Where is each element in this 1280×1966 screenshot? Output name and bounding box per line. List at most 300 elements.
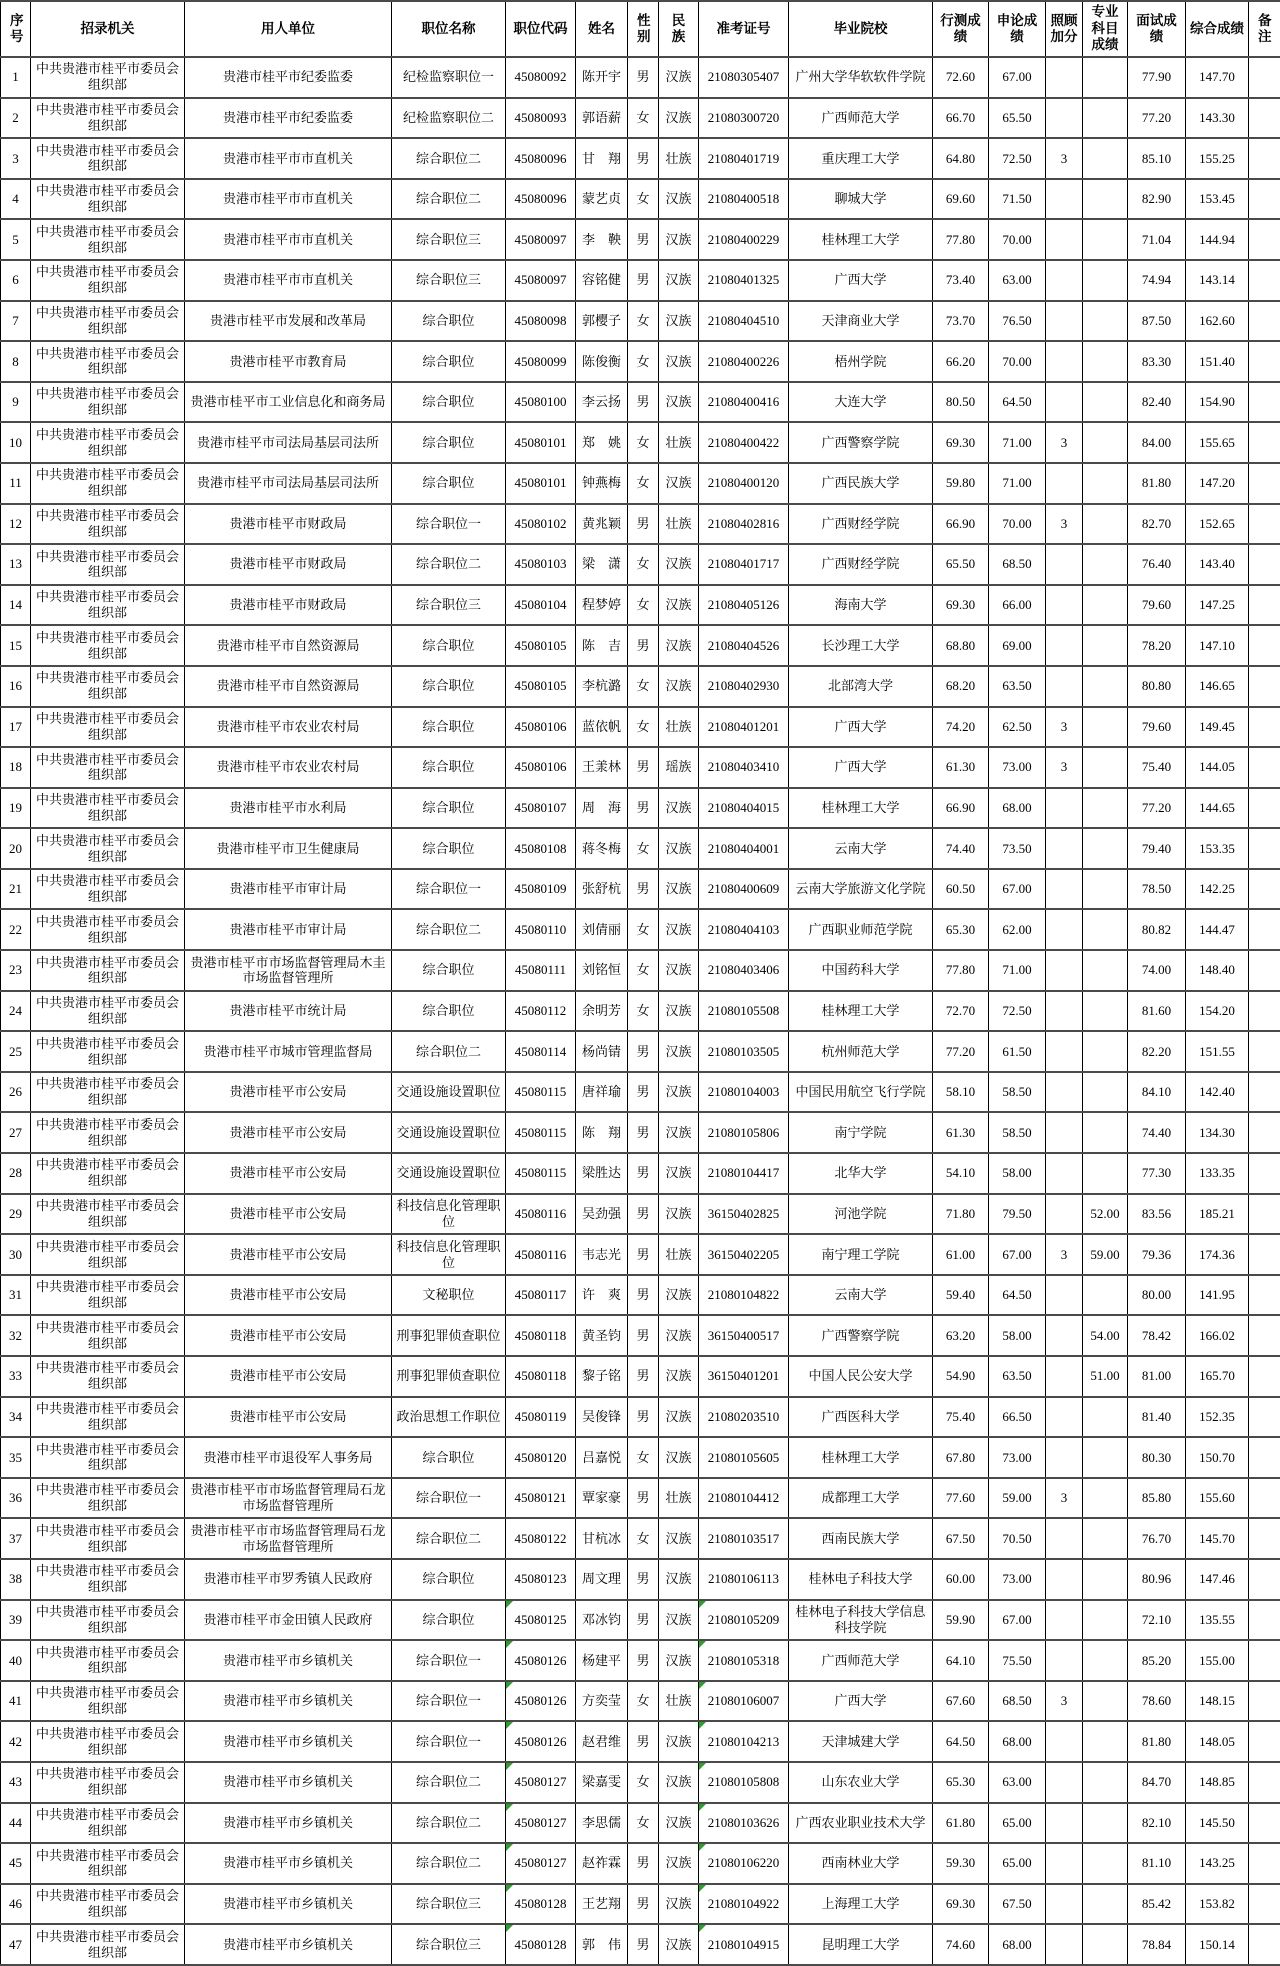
cell-score_total: 151.40 [1186,341,1249,382]
cell-score_shenlun: 75.50 [989,1640,1046,1681]
cell-name: 陈开宇 [576,57,628,98]
table-row [1,869,1280,910]
cell-name: 郭樱子 [576,301,628,342]
cell-gender: 男 [628,504,659,545]
cell-exam_no: 21080104915 [699,1924,789,1965]
cell-position: 综合职位三 [392,585,506,626]
table-row [1,625,1280,666]
cell-exam_no: 21080104412 [699,1478,789,1519]
cell-score_total: 155.65 [1186,422,1249,463]
cell-no: 30 [1,1234,31,1275]
table-body [1,57,1280,1965]
cell-gender: 女 [628,1681,659,1722]
cell-agency: 中共贵港市桂平市委员会组织部 [31,1478,185,1519]
cell-position: 综合职位 [392,341,506,382]
cell-name: 郭 伟 [576,1924,628,1965]
cell-code: 45080111 [506,950,576,991]
cell-employer: 贵港市桂平市乡镇机关 [185,1803,392,1844]
cell-school: 广西民族大学 [789,463,933,504]
cell-no: 1 [1,57,31,98]
cell-agency: 中共贵港市桂平市委员会组织部 [31,707,185,748]
cell-score_total: 148.85 [1186,1762,1249,1803]
cell-score_total: 144.94 [1186,219,1249,260]
cell-no: 40 [1,1640,31,1681]
cell-name: 蒙艺贞 [576,179,628,220]
cell-score_interview: 79.60 [1128,585,1186,626]
cell-name: 陈 翔 [576,1112,628,1153]
cell-remark [1249,1721,1280,1762]
cell-bonus [1046,909,1083,950]
cell-score_interview: 74.94 [1128,260,1186,301]
cell-school: 天津商业大学 [789,301,933,342]
cell-no: 8 [1,341,31,382]
cell-exam_no: 21080104213 [699,1721,789,1762]
cell-bonus [1046,1397,1083,1438]
cell-gender: 男 [628,1153,659,1194]
cell-name: 李思儒 [576,1803,628,1844]
table-row [1,1600,1280,1641]
cell-score_interview: 80.82 [1128,909,1186,950]
cell-school: 广西师范大学 [789,98,933,139]
cell-bonus [1046,950,1083,991]
cell-gender: 女 [628,1518,659,1559]
column-header-code: 职位代码 [506,1,576,57]
column-header-score_major: 专业科目成绩 [1083,1,1128,57]
cell-remark [1249,1640,1280,1681]
cell-gender: 男 [628,1721,659,1762]
cell-employer: 贵港市桂平市纪委监委 [185,98,392,139]
cell-agency: 中共贵港市桂平市委员会组织部 [31,301,185,342]
cell-score_major [1083,1518,1128,1559]
cell-exam_no: 21080203510 [699,1397,789,1438]
cell-score_shenlun: 67.00 [989,869,1046,910]
cell-bonus [1046,1721,1083,1762]
cell-gender: 女 [628,463,659,504]
cell-agency: 中共贵港市桂平市委员会组织部 [31,625,185,666]
cell-score_major [1083,1153,1128,1194]
cell-employer: 贵港市桂平市公安局 [185,1234,392,1275]
cell-remark [1249,1559,1280,1600]
cell-gender: 女 [628,1437,659,1478]
cell-score_total: 142.40 [1186,1072,1249,1113]
table-row [1,991,1280,1032]
cell-no: 22 [1,909,31,950]
cell-ethnicity: 汉族 [659,625,699,666]
table-row [1,666,1280,707]
cell-score_total: 143.25 [1186,1843,1249,1884]
cell-score_xingce: 69.60 [933,179,989,220]
cell-exam_no: 21080104922 [699,1884,789,1925]
cell-score_shenlun: 67.00 [989,1234,1046,1275]
column-header-bonus: 照顾加分 [1046,1,1083,57]
cell-ethnicity: 汉族 [659,1437,699,1478]
cell-score_xingce: 77.60 [933,1478,989,1519]
column-header-position: 职位名称 [392,1,506,57]
cell-ethnicity: 汉族 [659,788,699,829]
cell-bonus [1046,1072,1083,1113]
cell-score_xingce: 74.20 [933,707,989,748]
cell-agency: 中共贵港市桂平市委员会组织部 [31,747,185,788]
cell-score_xingce: 54.90 [933,1356,989,1397]
cell-gender: 男 [628,869,659,910]
cell-employer: 贵港市桂平市财政局 [185,585,392,626]
cell-score_major [1083,504,1128,545]
cell-score_major: 51.00 [1083,1356,1128,1397]
cell-remark [1249,707,1280,748]
cell-score_interview: 72.10 [1128,1600,1186,1641]
table-row [1,382,1280,423]
cell-position: 综合职位 [392,1437,506,1478]
cell-ethnicity: 汉族 [659,1518,699,1559]
cell-exam_no: 21080106113 [699,1559,789,1600]
cell-exam_no: 21080105508 [699,991,789,1032]
cell-score_interview: 78.20 [1128,625,1186,666]
cell-code: 45080115 [506,1153,576,1194]
cell-name: 韦志光 [576,1234,628,1275]
cell-ethnicity: 汉族 [659,179,699,220]
cell-code: 45080101 [506,463,576,504]
cell-score_major: 59.00 [1083,1234,1128,1275]
cell-score_xingce: 65.50 [933,544,989,585]
cell-agency: 中共贵港市桂平市委员会组织部 [31,138,185,179]
table-row [1,1153,1280,1194]
cell-code: 45080092 [506,57,576,98]
cell-gender: 男 [628,219,659,260]
column-header-score_total: 综合成绩 [1186,1,1249,57]
cell-school: 南宁理工学院 [789,1234,933,1275]
cell-gender: 男 [628,138,659,179]
cell-code: 45080105 [506,625,576,666]
cell-score_shenlun: 70.50 [989,1518,1046,1559]
cell-score_shenlun: 66.00 [989,585,1046,626]
cell-exam_no: 21080103505 [699,1031,789,1072]
cell-exam_no: 21080402816 [699,504,789,545]
cell-exam_no: 21080305407 [699,57,789,98]
cell-score_xingce: 66.90 [933,788,989,829]
cell-score_major [1083,1721,1128,1762]
cell-code: 45080128 [506,1924,576,1965]
cell-school: 云南大学 [789,828,933,869]
cell-score_total: 148.05 [1186,1721,1249,1762]
cell-name: 张舒杭 [576,869,628,910]
cell-name: 甘杭冰 [576,1518,628,1559]
cell-ethnicity: 汉族 [659,1153,699,1194]
cell-corner-flag-icon [699,1601,706,1608]
cell-school: 梧州学院 [789,341,933,382]
cell-agency: 中共贵港市桂平市委员会组织部 [31,341,185,382]
cell-score_major [1083,909,1128,950]
cell-school: 重庆理工大学 [789,138,933,179]
cell-agency: 中共贵港市桂平市委员会组织部 [31,1234,185,1275]
cell-score_xingce: 77.80 [933,950,989,991]
cell-score_major [1083,707,1128,748]
cell-score_interview: 79.36 [1128,1234,1186,1275]
table-row [1,1559,1280,1600]
cell-school: 中国人民公安大学 [789,1356,933,1397]
cell-score_interview: 82.90 [1128,179,1186,220]
cell-employer: 贵港市桂平市乡镇机关 [185,1843,392,1884]
cell-score_xingce: 63.20 [933,1315,989,1356]
cell-score_interview: 77.30 [1128,1153,1186,1194]
cell-name: 程梦婷 [576,585,628,626]
cell-corner-flag-icon [506,1885,513,1892]
table-row [1,585,1280,626]
cell-employer: 贵港市桂平市乡镇机关 [185,1640,392,1681]
table-row [1,1112,1280,1153]
cell-code: 45080098 [506,301,576,342]
cell-score_xingce: 74.40 [933,828,989,869]
cell-school: 桂林电子科技大学 [789,1559,933,1600]
cell-employer: 贵港市桂平市司法局基层司法所 [185,422,392,463]
cell-bonus [1046,1275,1083,1316]
cell-remark [1249,341,1280,382]
cell-score_total: 162.60 [1186,301,1249,342]
cell-gender: 男 [628,1315,659,1356]
cell-score_interview: 71.04 [1128,219,1186,260]
cell-name: 郑 姚 [576,422,628,463]
cell-score_major [1083,1478,1128,1519]
cell-code: 45080101 [506,422,576,463]
cell-position: 文秘职位 [392,1275,506,1316]
cell-remark [1249,909,1280,950]
cell-score_interview: 78.60 [1128,1681,1186,1722]
cell-score_shenlun: 58.00 [989,1153,1046,1194]
cell-code: 45080116 [506,1234,576,1275]
cell-no: 34 [1,1397,31,1438]
cell-score_xingce: 80.50 [933,382,989,423]
table-row [1,57,1280,98]
table-row [1,463,1280,504]
cell-corner-flag-icon [699,1641,706,1648]
cell-agency: 中共贵港市桂平市委员会组织部 [31,544,185,585]
cell-score_total: 147.70 [1186,57,1249,98]
cell-score_shenlun: 63.50 [989,666,1046,707]
cell-remark [1249,625,1280,666]
cell-code: 45080103 [506,544,576,585]
column-header-employer: 用人单位 [185,1,392,57]
cell-score_interview: 77.20 [1128,788,1186,829]
table-row [1,544,1280,585]
cell-score_xingce: 59.30 [933,1843,989,1884]
cell-code: 45080096 [506,138,576,179]
cell-school: 西南林业大学 [789,1843,933,1884]
cell-score_xingce: 72.70 [933,991,989,1032]
table-row [1,1803,1280,1844]
cell-no: 9 [1,382,31,423]
cell-score_shenlun: 73.00 [989,1559,1046,1600]
cell-school: 上海理工大学 [789,1884,933,1925]
cell-score_interview: 80.30 [1128,1437,1186,1478]
cell-ethnicity: 汉族 [659,1031,699,1072]
cell-code: 45080118 [506,1356,576,1397]
cell-score_xingce: 77.20 [933,1031,989,1072]
cell-name: 吴劲强 [576,1194,628,1235]
cell-ethnicity: 壮族 [659,707,699,748]
cell-no: 27 [1,1112,31,1153]
cell-bonus [1046,585,1083,626]
cell-score_shenlun: 68.00 [989,1721,1046,1762]
cell-score_xingce: 59.90 [933,1600,989,1641]
cell-agency: 中共贵港市桂平市委员会组织部 [31,1762,185,1803]
cell-agency: 中共贵港市桂平市委员会组织部 [31,463,185,504]
cell-bonus [1046,98,1083,139]
cell-employer: 贵港市桂平市公安局 [185,1315,392,1356]
cell-employer: 贵港市桂平市自然资源局 [185,625,392,666]
cell-name: 蒋冬梅 [576,828,628,869]
cell-score_major [1083,585,1128,626]
cell-school: 桂林理工大学 [789,788,933,829]
cell-exam_no: 21080105808 [699,1762,789,1803]
cell-employer: 贵港市桂平市统计局 [185,991,392,1032]
cell-gender: 男 [628,1640,659,1681]
cell-exam_no: 21080404526 [699,625,789,666]
cell-bonus [1046,1315,1083,1356]
cell-no: 19 [1,788,31,829]
cell-position: 综合职位一 [392,1721,506,1762]
cell-gender: 女 [628,422,659,463]
cell-gender: 男 [628,260,659,301]
cell-gender: 男 [628,1234,659,1275]
cell-employer: 贵港市桂平市公安局 [185,1112,392,1153]
cell-remark [1249,1437,1280,1478]
cell-code: 45080099 [506,341,576,382]
cell-score_shenlun: 73.50 [989,828,1046,869]
cell-score_total: 153.45 [1186,179,1249,220]
cell-agency: 中共贵港市桂平市委员会组织部 [31,504,185,545]
cell-score_xingce: 75.40 [933,1397,989,1438]
cell-position: 综合职位一 [392,1681,506,1722]
cell-corner-flag-icon [506,1763,513,1770]
cell-position: 综合职位 [392,1559,506,1600]
cell-bonus [1046,219,1083,260]
cell-ethnicity: 汉族 [659,1924,699,1965]
cell-score_shenlun: 70.00 [989,504,1046,545]
cell-position: 综合职位 [392,950,506,991]
cell-exam_no: 21080105806 [699,1112,789,1153]
cell-employer: 贵港市桂平市乡镇机关 [185,1762,392,1803]
cell-school: 桂林理工大学 [789,219,933,260]
cell-employer: 贵港市桂平市市场监督管理局木圭市场监督管理所 [185,950,392,991]
table-header [1,1,1280,57]
cell-position: 刑事犯罪侦查职位 [392,1315,506,1356]
cell-remark [1249,1681,1280,1722]
cell-gender: 男 [628,747,659,788]
table-row [1,1031,1280,1072]
table-row [1,1640,1280,1681]
cell-agency: 中共贵港市桂平市委员会组织部 [31,1275,185,1316]
cell-score_interview: 76.40 [1128,544,1186,585]
cell-score_major [1083,950,1128,991]
cell-score_major [1083,1762,1128,1803]
cell-gender: 男 [628,1559,659,1600]
cell-school: 杭州师范大学 [789,1031,933,1072]
cell-remark [1249,869,1280,910]
cell-name: 杨建平 [576,1640,628,1681]
cell-exam_no: 21080405126 [699,585,789,626]
cell-exam_no: 21080105209 [699,1600,789,1641]
cell-score_total: 155.60 [1186,1478,1249,1519]
cell-position: 综合职位二 [392,544,506,585]
cell-position: 科技信息化管理职位 [392,1234,506,1275]
cell-school: 海南大学 [789,585,933,626]
cell-position: 综合职位 [392,707,506,748]
cell-ethnicity: 壮族 [659,1234,699,1275]
cell-agency: 中共贵港市桂平市委员会组织部 [31,1518,185,1559]
cell-bonus [1046,788,1083,829]
cell-score_major [1083,463,1128,504]
cell-score_major [1083,747,1128,788]
cell-score_shenlun: 70.00 [989,341,1046,382]
cell-score_xingce: 66.70 [933,98,989,139]
cell-score_shenlun: 59.00 [989,1478,1046,1519]
table-row [1,1072,1280,1113]
cell-position: 综合职位一 [392,1640,506,1681]
cell-name: 容铭健 [576,260,628,301]
cell-score_interview: 83.30 [1128,341,1186,382]
column-header-score_shenlun: 申论成绩 [989,1,1046,57]
cell-employer: 贵港市桂平市卫生健康局 [185,828,392,869]
cell-bonus [1046,1640,1083,1681]
cell-ethnicity: 汉族 [659,950,699,991]
cell-score_interview: 80.96 [1128,1559,1186,1600]
cell-position: 综合职位 [392,1600,506,1641]
cell-score_xingce: 61.30 [933,1112,989,1153]
cell-score_xingce: 61.30 [933,747,989,788]
cell-score_major [1083,57,1128,98]
cell-score_shenlun: 58.00 [989,1315,1046,1356]
cell-no: 35 [1,1437,31,1478]
cell-no: 26 [1,1072,31,1113]
column-header-exam_no: 准考证号 [699,1,789,57]
cell-bonus [1046,666,1083,707]
cell-school: 北华大学 [789,1153,933,1194]
cell-score_xingce: 61.00 [933,1234,989,1275]
cell-name: 覃家豪 [576,1478,628,1519]
cell-score_total: 150.70 [1186,1437,1249,1478]
cell-agency: 中共贵港市桂平市委员会组织部 [31,585,185,626]
cell-score_interview: 85.10 [1128,138,1186,179]
cell-gender: 女 [628,341,659,382]
cell-bonus [1046,57,1083,98]
cell-exam_no: 21080401717 [699,544,789,585]
table-row [1,1275,1280,1316]
table-row [1,1234,1280,1275]
cell-remark [1249,98,1280,139]
cell-school: 云南大学旅游文化学院 [789,869,933,910]
cell-school: 广州大学华软软件学院 [789,57,933,98]
cell-school: 桂林电子科技大学信息科技学院 [789,1600,933,1641]
cell-code: 45080126 [506,1681,576,1722]
cell-school: 广西警察学院 [789,422,933,463]
cell-bonus [1046,544,1083,585]
cell-exam_no: 21080400416 [699,382,789,423]
column-header-name: 姓名 [576,1,628,57]
cell-remark [1249,828,1280,869]
cell-gender: 男 [628,1884,659,1925]
cell-gender: 男 [628,1397,659,1438]
cell-gender: 男 [628,1478,659,1519]
cell-remark [1249,1397,1280,1438]
cell-score_major [1083,179,1128,220]
table-row [1,1721,1280,1762]
cell-score_interview: 76.70 [1128,1518,1186,1559]
cell-remark [1249,1112,1280,1153]
cell-gender: 女 [628,1803,659,1844]
cell-position: 交通设施设置职位 [392,1112,506,1153]
cell-score_shenlun: 71.50 [989,179,1046,220]
cell-gender: 女 [628,301,659,342]
cell-code: 45080127 [506,1803,576,1844]
